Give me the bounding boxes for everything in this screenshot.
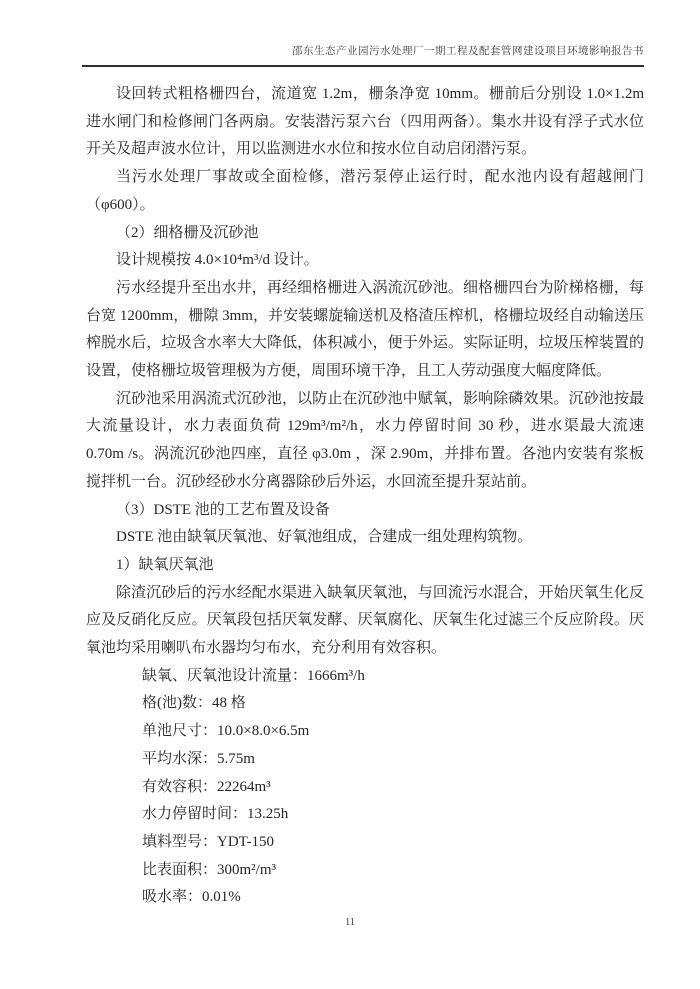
spec-surface-area: 比表面积：300m²/m³ [142,861,276,878]
spec-effective-volume: 有效容积：22264m³ [142,778,271,795]
paragraph-coarse-screen: 设回转式粗格栅四台，流道宽 1.2m，栅条净宽 10mm。栅前后分别设 1.0×1.2m 进水闸门和检修闸门各两扇。安装潜污泵六台（四用两备）。集水井设有浮子式水位开关及超声波水位计，用以监测进水水位和按水位自动启闭潜污泵。 [86,86,644,158]
spec-cell-count: 格(池)数：48 格 [142,695,246,712]
document-body [86,81,644,912]
spec-cell-size: 单池尺寸：10.0×8.0×6.5m [142,723,310,740]
section-heading-fine-screen: （2）细格栅及沉砂池 [116,224,259,241]
paragraph-design-scale: 设计规模按 4.0×10⁴m³/d 设计。 [116,252,319,269]
spec-retention-time: 水力停留时间：13.25h [142,806,289,823]
section-heading-dste: （3）DSTE 池的工艺布置及设备 [116,501,330,518]
spec-filler-model: 填料型号：YDT-150 [142,833,274,850]
spec-average-depth: 平均水深：5.75m [142,750,255,767]
spec-absorption-rate: 吸水率：0.01% [142,889,241,906]
spec-design-flow: 缺氧、厌氧池设计流量：1666m³/h [142,667,365,684]
paragraph-grit-chamber: 沉砂池采用涡流式沉砂池，以防止在沉砂池中赋氧，影响除磷效果。沉砂池按最大流量设计，水力表面负荷 129m³/m²/h，水力停留时间 30 秒，进水渠最大流速 0.70m /s。涡流沉砂池四座，直径 φ3.0m ，深 2.90m，并排布置。各池内安装有浆板搅拌机一台。沉砂经砂水分离器除砂后外运，水回流至提升泵站前。 [86,390,644,490]
paragraph-anoxic-process: 除渣沉砂后的污水经配水渠进入缺氧厌氧池，与回流污水混合，开始厌氧生化反应及反硝化反应。厌氧段包括厌氧发酵、厌氧腐化、厌氧生化过滤三个反应阶段。厌氧池均采用喇叭布水器均匀布水，充分利用有效容积。 [86,584,644,657]
paragraph-bypass-gate: 当污水处理厂事故或全面检修，潜污泵停止运行时，配水池内设有超越闸门（φ600）。 [86,169,644,213]
paragraph-fine-screen-detail: 污水经提升至出水井，再经细格栅进入涡流沉砂池。细格栅四台为阶梯格栅，每台宽 1200mm，栅隙 3mm，并安装螺旋输送机及格渣压榨机，格栅垃圾经自动输送压榨脱水后，垃圾含水率大大降低，体积减小，便于外运。实际证明，垃圾压榨装置的设置，使格栅垃圾管理极为方便，周围环境干净，且工人劳动强度大幅度降低。 [86,279,644,380]
subsection-heading-anoxic-tank: 1）缺氧厌氧池 [116,556,214,573]
page-header-title: 邵东生态产业园污水处理厂一期工程及配套管网建设项目环境影响报告书 [82,44,644,67]
page-number: 11 [345,917,355,928]
paragraph-dste-composition: DSTE 池由缺氧厌氧池、好氧池组成，合建成一组处理构筑物。 [116,529,533,546]
